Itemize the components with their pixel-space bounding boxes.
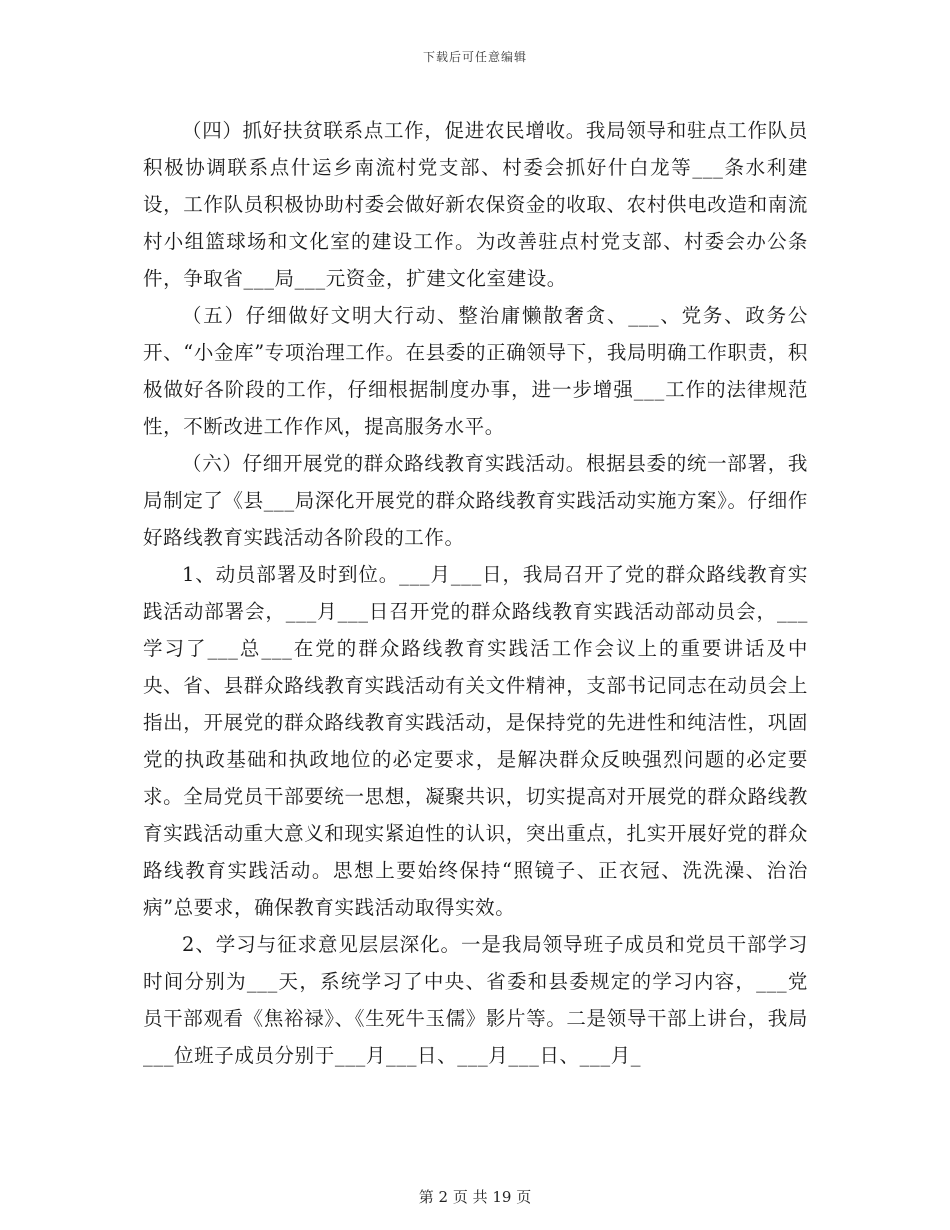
paragraph-section-6: （六）仔细开展党的群众路线教育实践活动。根据县委的统一部署，我局制定了《县___局深化开展党的群众路线教育实践活动实施方案》。仔细作好路线教育实践活动各阶段的工作。 — [143, 452, 808, 549]
document-body — [143, 112, 808, 1074]
header-note: 下载后可任意编辑 — [422, 50, 527, 64]
page-number: 第 2 页 共 19 页 — [418, 1188, 532, 1206]
paragraph-section-5: （五）仔细做好文明大行动、整治庸懒散奢贪、___、党务、政务公开、“小金库”专项治理工作。在县委的正确领导下，我局明确工作职责，积极做好各阶段的工作，仔细根据制度办事，进一步增强___工作的法律规范性，不断改进工作作风，提高服务水平。 — [143, 304, 808, 438]
paragraph-section-4: （四）抓好扶贫联系点工作，促进农民增收。我局领导和驻点工作队员积极协调联系点什运乡南流村党支部、村委会抓好什白龙等___条水利建设，工作队员积极协助村委会做好新农保资金的收取、农村供电改造和南流村小组篮球场和文化室的建设工作。为改善驻点村党支部、村委会办公条件，争取省___局___元资金，扩建文化室建设。 — [143, 119, 808, 290]
paragraph-item-2: 2、学习与征求意见层层深化。一是我局领导班子成员和党员干部学习时间分别为___天，系统学习了中央、省委和县委规定的学习内容，___党员干部观看《焦裕禄》、《生死牛玉儒》影片等。二是领导干部上讲台，我局___位班子成员分别于___月___日、___月___日、___月_ — [143, 933, 808, 1067]
paragraph-item-1: 1、动员部署及时到位。___月___日，我局召开了党的群众路线教育实践活动部署会，___月___日召开党的群众路线教育实践活动部动员会，___学习了___总___在党的群众路线教育实践活工作会议上的重要讲话及中央、省、县群众路线教育实践活动有关文件精神，支部书记同志在动员会上指出，开展党的群众路线教育实践活动，是保持党的先进性和纯洁性，巩固党的执政基础和执政地位的必定要求，是解决群众反映强烈问题的必定要求。全局党员干部要统一思想，凝聚共识，切实提高对开展党的群众路线教育实践活动重大意义和现实紧迫性的认识，突出重点，扎实开展好党的群众路线教育实践活动。思想上要始终保持“照镜子、正衣冠、洗洗澡、治治病”总要求，确保教育实践活动取得实效。 — [143, 563, 808, 919]
